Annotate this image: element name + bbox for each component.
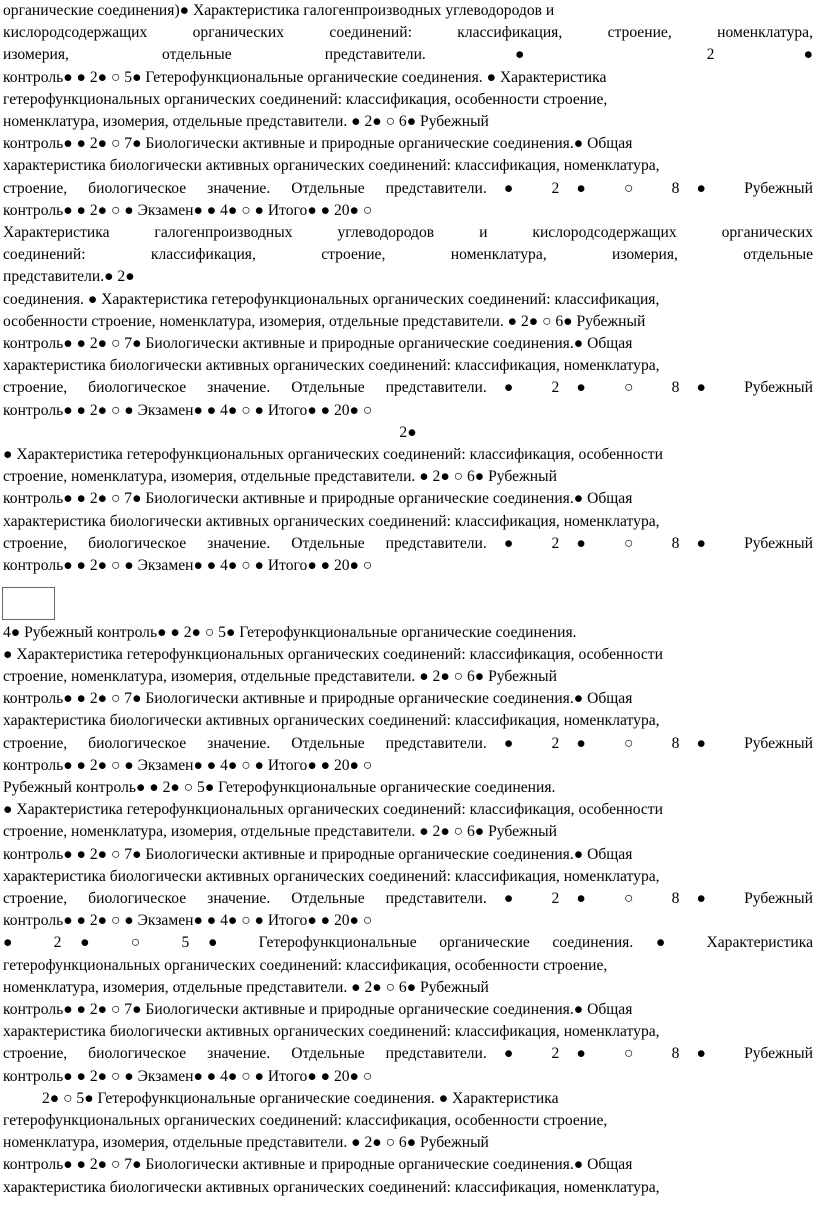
text-line: Характеристика галогенпроизводных углеводородов и кислородсодержащих органических [3, 224, 813, 241]
text-line: ● 2● ○ 5● Гетерофункциональные органические соединения. ● Характеристика [3, 934, 813, 952]
text-line [3, 598, 813, 621]
text-line: 2● ○ 5● Гетерофункциональные органические соединения. ● Характеристика [3, 1089, 559, 1107]
text-line: контроль● ● 2● ○ ● Экзамен● ● 4● ○ ● Итого● ● 20● ○ [3, 912, 373, 930]
text-line: строение, биологическое значение. Отдельные представители.● 2● ○ 8● Рубежный [3, 734, 813, 752]
text-line [3, 576, 813, 599]
text-line: строение, биологическое значение. Отдельные представители.● 2● ○ 8● Рубежный [3, 379, 813, 397]
text-line: строение, биологическое значение. Отдельные представители.● 2● ○ 8● Рубежный [3, 1045, 813, 1063]
text-line: строение, номенклатура, изомерия, отдельные представители. ● 2● ○ 6● Рубежный [3, 468, 557, 486]
text-line: строение, номенклатура, изомерия, отдельные представители. ● 2● ○ 6● Рубежный [3, 823, 557, 841]
text-line: контроль● ● 2● ○ ● Экзамен● ● 4● ○ ● Итого● ● 20● ○ [3, 557, 373, 574]
text-line: строение, биологическое значение. Отдельные представители.● 2● ○ 8● Рубежный [3, 534, 813, 552]
text-line: особенности строение, номенклатура, изомерия, отдельные представители. ● 2● ○ 6● Рубежный [3, 312, 646, 330]
text-line: кислородсодержащих органических соединений: классификация, строение, номенклатура, [3, 24, 813, 42]
text-line: контроль● ● 2● ○ ● Экзамен● ● 4● ○ ● Итого● ● 20● ○ [3, 756, 373, 774]
text-line: 2● [399, 423, 417, 441]
text-line: контроль● ● 2● ○ 7● Биологически активные и природные органические соединения.● Общая [3, 845, 633, 863]
text-line: ● Характеристика гетерофункциональных органических соединений: классификация, особенности [3, 801, 663, 819]
text-line: характеристика биологически активных органических соединений: классификация, номенклатура, [3, 712, 660, 730]
text-line: характеристика биологически активных органических соединений: классификация, номенклатура, [3, 1178, 660, 1196]
text-line: органические соединения)● Характеристика галогенпроизводных углеводородов и [3, 2, 555, 19]
text-line: гетерофункциональных органических соединений: классификация, особенности строение, [3, 90, 608, 108]
text-line: характеристика биологически активных органических соединений: классификация, номенклатура, [3, 1023, 660, 1041]
text-line: Рубежный контроль● ● 2● ○ 5● Гетерофункциональные органические соединения. [3, 779, 556, 796]
text-line: представители.● 2● [3, 268, 135, 286]
text-line: контроль● ● 2● ○ ● Экзамен● ● 4● ○ ● Итого● ● 20● ○ [3, 201, 373, 219]
text-line: контроль● ● 2● ○ ● Экзамен● ● 4● ○ ● Итого● ● 20● ○ [3, 1067, 373, 1085]
text-line: строение, биологическое значение. Отдельные представители.● 2● ○ 8● Рубежный [3, 890, 813, 907]
text-line: гетерофункциональных органических соединений: классификация, особенности строение, [3, 956, 608, 974]
text-line: контроль● ● 2● ○ 7● Биологически активные и природные органические соединения.● Общая [3, 690, 633, 708]
text-line: соединения. ● Характеристика гетерофункциональных органических соединений: классификация, [3, 290, 660, 308]
text-line: характеристика биологически активных органических соединений: классификация, номенклатура, [3, 867, 660, 885]
text-line: характеристика биологически активных органических соединений: классификация, номенклатура, [3, 357, 660, 375]
text-line: контроль● ● 2● ○ 7● Биологически активные и природные органические соединения.● Общая [3, 1001, 633, 1018]
text-line: 4● Рубежный контроль● ● 2● ○ 5● Гетерофункциональные органические соединения. [3, 623, 577, 641]
text-line: контроль● ● 2● ○ 7● Биологически активные и природные органические соединения.● Общая [3, 135, 633, 153]
text-line: номенклатура, изомерия, отдельные представители. ● 2● ○ 6● Рубежный [3, 1134, 489, 1152]
text-line: контроль● ● 2● ○ 7● Биологически активные и природные органические соединения.● Общая [3, 335, 633, 352]
text-line: ● Характеристика гетерофункциональных органических соединений: классификация, особенности [3, 645, 663, 663]
text-line: контроль● ● 2● ○ ● Экзамен● ● 4● ○ ● Итого● ● 20● ○ [3, 401, 373, 419]
text-line: строение, номенклатура, изомерия, отдельные представители. ● 2● ○ 6● Рубежный [3, 668, 557, 685]
text-line: контроль● ● 2● ○ 7● Биологически активные и природные органические соединения.● Общая [3, 490, 633, 508]
text-line: номенклатура, изомерия, отдельные представители. ● 2● ○ 6● Рубежный [3, 978, 489, 996]
text-line: характеристика биологически активных органических соединений: классификация, номенклатура, [3, 512, 660, 530]
text-line: гетерофункциональных органических соединений: классификация, особенности строение, [3, 1112, 608, 1129]
text-line: изомерия, отдельные представители.● 2● [3, 46, 813, 64]
text-line: контроль● ● 2● ○ 5● Гетерофункциональные органические соединения. ● Характеристика [3, 68, 607, 86]
text-line: характеристика биологически активных органических соединений: классификация, номенклатура, [3, 157, 660, 175]
text-line: номенклатура, изомерия, отдельные представители. ● 2● ○ 6● Рубежный [3, 113, 489, 130]
text-line: контроль● ● 2● ○ 7● Биологически активные и природные органические соединения.● Общая [3, 1156, 633, 1174]
text-line: соединений: классификация, строение, номенклатура, изомерия, отдельные [3, 246, 813, 264]
text-line: ● Характеристика гетерофункциональных органических соединений: классификация, особенности [3, 446, 663, 463]
text-line: строение, биологическое значение. Отдельные представители.● 2● ○ 8● Рубежный [3, 179, 813, 197]
